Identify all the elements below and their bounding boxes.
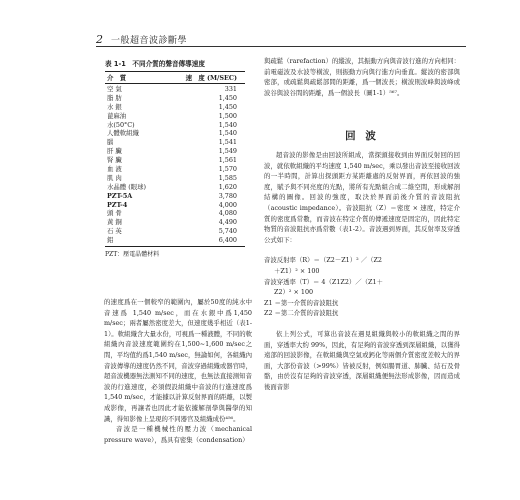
speed-cell: 331 — [224, 85, 237, 93]
table-row — [105, 218, 245, 227]
table-row — [105, 103, 245, 112]
speed-cell: 1,500 — [218, 111, 237, 120]
medium-cell: 蓖麻油 — [107, 111, 127, 120]
medium-cell: 人體軟組織 — [107, 129, 139, 138]
table-row — [105, 129, 245, 138]
table-row — [105, 192, 245, 201]
table-row — [105, 147, 245, 156]
equation-transmission: 音波穿透率（T）＝ 4（Z1Z2）／（Z1＋ — [264, 277, 383, 286]
medium-cell: 肌 肉 — [107, 173, 122, 182]
speed-cell: 1,540 — [218, 129, 237, 138]
column-header-medium: 介 質 — [107, 74, 127, 82]
table-row — [105, 156, 245, 165]
paragraph: 音波是一種機械性的壓力波（mechanical pressure wave），爲具有密集（condensation） — [104, 425, 252, 444]
medium-cell: 脂 肪 — [107, 93, 122, 102]
equation-transmission-cont: Z2）² × 100 — [274, 288, 314, 297]
medium-cell: 水 銀 — [107, 102, 122, 111]
speed-cell: 4,490 — [218, 218, 237, 227]
speed-cell: 3,780 — [218, 191, 237, 200]
equation-reflection: 音波反射率（R）＝（Z2－Z1）² ／（Z2 — [264, 256, 383, 265]
speed-cell: 1,549 — [218, 147, 237, 156]
medium-cell: 水(50°C) — [107, 120, 135, 129]
table-row — [105, 138, 245, 147]
speed-cell: 4,080 — [218, 209, 237, 218]
medium-cell: 血 液 — [107, 165, 122, 174]
medium-cell: 頭 骨 — [107, 209, 122, 218]
equation-reflection-cont: ＋Z1）² × 100 — [274, 266, 320, 275]
medium-cell: PZT-5A — [107, 191, 133, 200]
equation-z1: Z1 ＝第一介質的音波阻抗 — [264, 298, 339, 307]
medium-cell: 腎 臟 — [107, 156, 122, 165]
section-heading: 回 波 — [345, 130, 379, 142]
table-row — [105, 174, 245, 183]
table-row — [105, 112, 245, 121]
speed-cell: 1,541 — [218, 138, 237, 147]
speed-cell: 1,570 — [218, 165, 237, 174]
medium-cell: 空 氣 — [107, 85, 122, 93]
speed-cell: 4,000 — [218, 200, 237, 209]
table-row — [105, 209, 245, 218]
speed-cell: 6,400 — [218, 236, 237, 245]
page-number: 2 — [96, 32, 103, 46]
table-bottom-rule — [105, 246, 245, 247]
right-text-column — [264, 150, 460, 392]
paragraph: 的速度爲在一個較窄的範圍內，屬於50度的純水中音速爲 1,540 m/sec，而在水銀中爲1,450 m/sec；兩者屬然密度差大，但速度幾乎相近（表1-1）。軟組織含大量水份，可視爲一種液體，不同的軟組織內音波速度範圍約在1,500~1,600 m/sec之間，平均值約爲1,540 m/sec，無論如何，各組織內音波傳導的速度仍然不同，音波穿過組織或器官時，超音波機器無法測知不同的速度，也無法直接測知音波的行進速度，必須假設組織中音波的行進速度爲1,540 m/sec，才能據以計算反射界面的距離，以製成影像，再讓者也因此才能依據解剖學與醫學的知識，得知影像上呈現的不同器官及組織成份⁴⁵⁶。 — [104, 298, 252, 423]
paragraph: 與疏鬆（rarefaction）的縱波，其振動方向與音波行進的方向相同：前電磁波及水波等橫波，則振動方向與行進方向垂直。縱波的密部與密部，或疏鬆與疏鬆部間的距離，爲一個波長；橫波則波峰與波峰或波谷與波谷間的距離，爲一個波長（圖1-1）⁵⁶⁷。 — [264, 57, 460, 97]
medium-cell: 水晶體 (眼球) — [107, 182, 146, 191]
table-row — [105, 94, 245, 103]
medium-cell: 石 英 — [107, 227, 122, 236]
speed-cell: 1,561 — [218, 156, 237, 165]
medium-cell: 黃 銅 — [107, 218, 122, 227]
equation-z2: Z2 ＝第二介質的音波阻抗 — [264, 309, 339, 318]
table-row — [105, 227, 245, 236]
paragraph: 依上列公式，可算出音波在遇見組織與較小的軟組織之間的界面，穿透率大約 99%，因此，有足夠的音波穿透到深層組織，以獲得遠部的回波影像，在軟組織與空氣或鈣化等兩個介質密度差較大的界面，大部份音波（>99%）皆被反射，例如腸胃道、肺臟、結石及骨骼，由於沒有足夠的音波穿透，深層組織便無法形成影像，因而造成後面音影 — [264, 329, 460, 391]
medium-cell: 腦 — [107, 138, 114, 147]
medium-cell: PZT-4 — [107, 200, 128, 209]
table-header-row — [105, 72, 245, 83]
table-row — [105, 85, 245, 94]
header-rule — [96, 46, 466, 47]
speed-cell: 1,540 — [218, 120, 237, 129]
column-header-speed: 速 度 (M/SEC) — [185, 74, 237, 82]
table-row — [105, 201, 245, 210]
table-note: PZT：壓電晶體材料 — [105, 251, 160, 259]
speed-cell: 1,620 — [218, 182, 237, 191]
table-row — [105, 236, 245, 245]
speed-cell: 5,740 — [218, 227, 237, 236]
paragraph: 超音波的影像是由回波所組成，當探頭接收到由界面反射回的回波，就依軟組織的平均速度 1,540 m/sec，乘以發出音波至接收回波的一半時間，計算出探頭距方某距離處的反射界面，再依回波的強度，賦予與不同亮度的光點，將所有光點組合成二維空間，形成解剖結構的圖像。回波的強度，取決於界面前後介質的音波阻抗（acoustic impedance）。音波阻抗（Z）＝密度 × 速度，特定介質的密度爲常數，而音波在特定介質的傳遞速度是固定的，因此特定物質的音波阻抗亦爲常數（表1-2）。音波遇到界面，其反射率及穿透公式如下： — [264, 151, 460, 244]
right-text-column-top — [264, 56, 460, 98]
medium-cell: 鋁 — [107, 236, 114, 245]
table-row — [105, 165, 245, 174]
speed-cell: 1,450 — [218, 93, 237, 102]
sound-speed-table — [105, 58, 245, 258]
running-header — [96, 31, 456, 47]
speed-cell: 1,585 — [218, 173, 237, 182]
table-row — [105, 183, 245, 192]
speed-cell: 1,450 — [218, 102, 237, 111]
left-text-column — [104, 297, 252, 445]
table-caption: 表 1-1 不同介質的聲音傳導速度 — [105, 60, 205, 68]
medium-cell: 肝 臟 — [107, 147, 122, 156]
table-body — [105, 84, 245, 246]
book-title: 一般超音波診斷學 — [111, 35, 188, 46]
